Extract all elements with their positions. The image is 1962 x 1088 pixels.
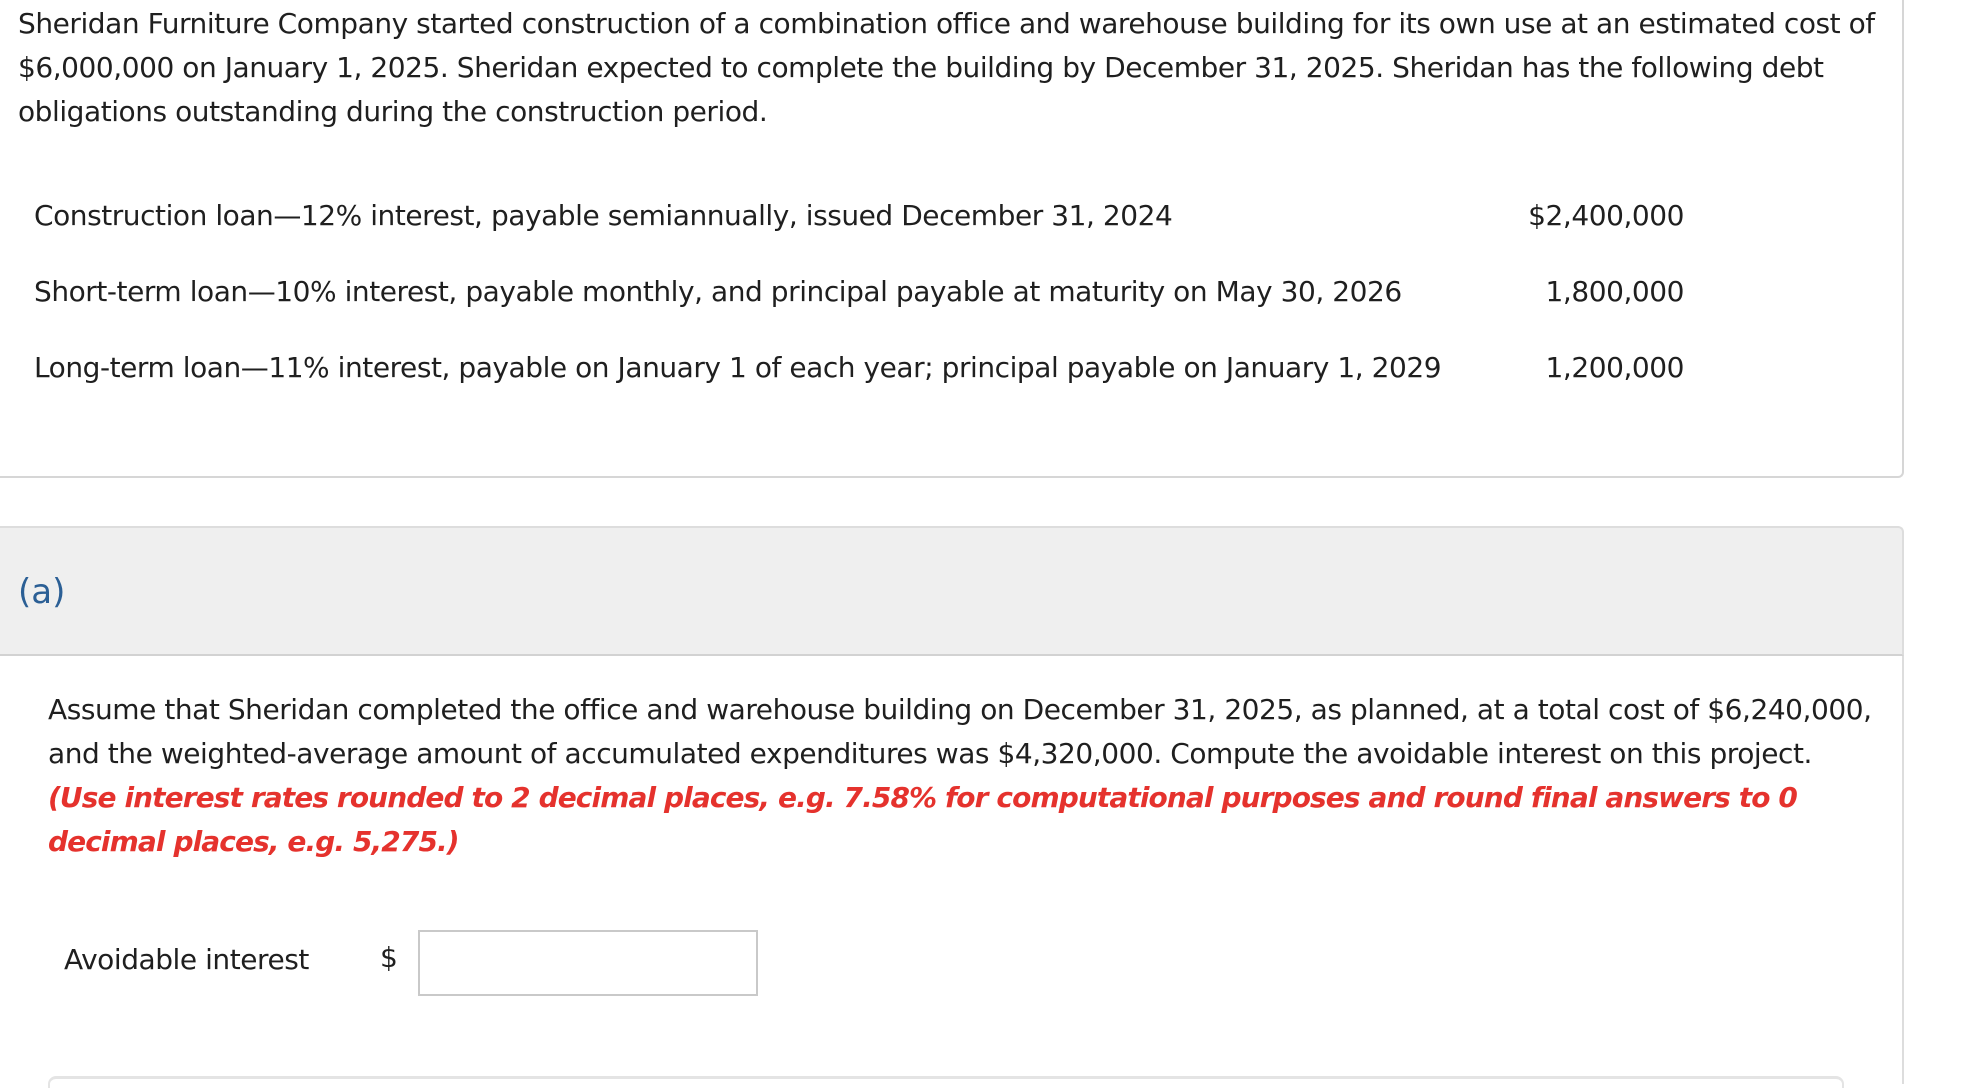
debt-row-long-term-loan: [34, 346, 1684, 390]
problem-intro-text: Sheridan Furniture Company started construction of a combination office and warehouse building for its own use at an estimated cost of $6,000,000 on January 1, 2025. Sheridan expected to complete the building by December 31, 2025. Sheridan has the following debt obligations outstanding during the construction period.: [18, 7, 1875, 128]
debt-description: Short-term loan—10% interest, payable monthly, and principal payable at maturity on May 30, 2026: [34, 275, 1402, 308]
avoidable-interest-label: Avoidable interest: [64, 943, 309, 976]
debt-amount: 1,800,000: [1545, 275, 1684, 308]
debt-row-short-term-loan: [34, 270, 1684, 314]
avoidable-interest-input[interactable]: [418, 930, 758, 996]
debt-amount: 1,200,000: [1545, 351, 1684, 384]
rounding-instruction: (Use interest rates rounded to 2 decimal places, e.g. 7.58% for computational purposes and round final answers to 0 decimal places, e.g. 5,275.): [48, 781, 1797, 858]
part-a-header: [0, 526, 1904, 656]
debt-amount: $2,400,000: [1528, 199, 1684, 232]
debt-row-construction-loan: [34, 194, 1684, 238]
part-a-question-text: [48, 688, 1878, 864]
problem-statement-card: [0, 0, 1904, 478]
part-a-question-area: [0, 656, 1904, 1084]
part-a-label: (a): [18, 572, 66, 612]
currency-symbol: $: [380, 941, 398, 974]
question-body: Assume that Sheridan completed the office and warehouse building on December 31, 2025, as planned, at a total cost of $6,240,000, and the weighted-average amount of accumulated expenditures was $4,320,000. Compute the avoidable interest on this project.: [48, 693, 1872, 770]
next-card-edge: [48, 1076, 1844, 1088]
debt-description: Construction loan—12% interest, payable semiannually, issued December 31, 2024: [34, 199, 1173, 232]
debt-description: Long-term loan—11% interest, payable on January 1 of each year; principal payable on January 1, 2029: [34, 351, 1442, 384]
